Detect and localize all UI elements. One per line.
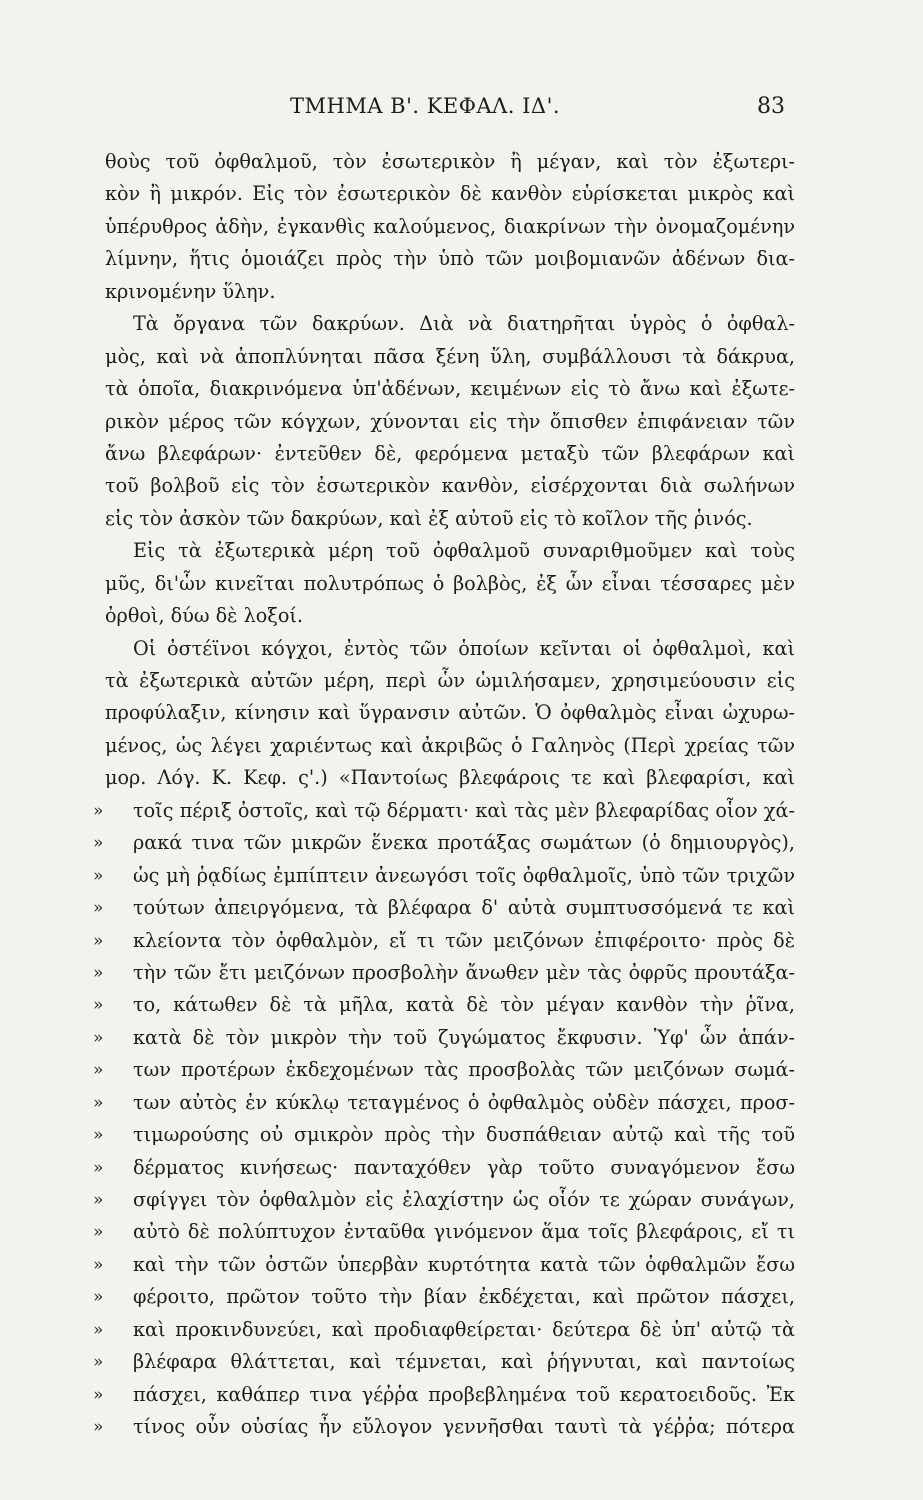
body-text [93, 146, 795, 1444]
quote-mark: » [93, 930, 104, 951]
text-line: κρινομένην ὕλην. [105, 279, 276, 303]
text-line: λίμνην, ἥτις ὁμοιάζει πρὸς τὴν ὑπὸ τῶν μοιβομιανῶν ἀδένων δια- [105, 247, 795, 271]
text-line: κὸν ἢ μικρόν. Εἰς τὸν ἐσωτερικὸν δὲ κανθὸν εὑρίσκεται μικρὸς καὶ [105, 182, 795, 206]
quote-line: » αὐτὸ δὲ πολύπτυχον ἐνταῦθα γινόμενον ἅμα τοῖς βλεφάροις, εἴ τι [105, 1216, 795, 1248]
text-line: εἰς τὸν ἀσκὸν τῶν δακρύων, καὶ ἐξ αὐτοῦ εἰς τὸ κοῖλον τῆς ῥινός. [105, 506, 753, 530]
quote-line: » τοῖς πέριξ ὀστοῖς, καὶ τῷ δέρματι· καὶ τὰς μὲν βλεφαρίδας οἷον χά- [105, 795, 795, 827]
quote-mark: » [93, 1319, 104, 1340]
paragraph-start-line: Εἰς τὰ ἐξωτερικὰ μέρη τοῦ ὀφθαλμοῦ συναριθμοῦμεν καὶ τοὺς [133, 539, 795, 563]
quote-mark: » [93, 1254, 104, 1275]
text-line: μένος, ὡς λέγει χαριέντως καὶ ἀκριβῶς ὁ Γαληνὸς (Περὶ χρείας τῶν [105, 733, 795, 757]
quote-mark: » [93, 865, 104, 886]
quote-line: » των προτέρων ἐκδεχομένων τὰς προσβολὰς τῶν μειζόνων σωμά- [105, 1054, 795, 1086]
quote-mark: » [93, 1157, 104, 1178]
quote-line: » κλείοντα τὸν ὀφθαλμὸν, εἴ τι τῶν μειζόνων ἐπιφέροιτο· πρὸς δὲ [105, 925, 795, 957]
text-line: ἄνω βλεφάρων· ἐντεῦθεν δὲ, φερόμενα μεταξὺ τῶν βλεφάρων καὶ [105, 441, 795, 465]
quote-line: » το, κάτωθεν δὲ τὰ μῆλα, κατὰ δὲ τὸν μέγαν κανθὸν τὴν ῥῖνα, [105, 989, 795, 1021]
text-line: τὰ ὁποῖα, διακρινόμενα ὑπ'ἀδένων, κειμένων εἰς τὸ ἄνω καὶ ἐξωτε- [105, 377, 795, 401]
paragraph-start-line: Οἱ ὀστέϊνοι κόγχοι, ἐντὸς τῶν ὁποίων κεῖνται οἱ ὀφθαλμοὶ, καὶ [133, 636, 795, 660]
quote-mark: » [93, 962, 104, 983]
quote-mark: » [93, 1352, 104, 1373]
page-number: 83 [757, 94, 785, 119]
text-line: ρικὸν μέρος τῶν κόγχων, χύνονται εἰς τὴν ὄπισθεν ἐπιφάνειαν τῶν [105, 409, 795, 433]
quote-line: » δέρματος κινήσεως· πανταχόθεν γὰρ τοῦτο συναγόμενον ἔσω [105, 1152, 795, 1184]
quote-mark: » [93, 833, 104, 854]
quote-mark: » [93, 1125, 104, 1146]
quote-mark: » [93, 898, 104, 919]
quote-line: » φέροιτο, πρῶτον τοῦτο τὴν βίαν ἐκδέχεται, καὶ πρῶτον πάσχει, [105, 1281, 795, 1313]
quote-mark: » [93, 800, 104, 821]
quote-line: » καὶ προκινδυνεύει, καὶ προδιαφθείρεται· δεύτερα δὲ ὑπ' αὐτῷ τὰ [105, 1314, 795, 1346]
text-line: τοῦ βολβοῦ εἰς τὸν ἐσωτερικὸν κανθὸν, εἰσέρχονται διὰ σωλήνων [105, 474, 795, 498]
quote-line: » τὴν τῶν ἔτι μειζόνων προσβολὴν ἄνωθεν μὲν τὰς ὀφρῦς προυτάξα- [105, 957, 795, 989]
quote-mark: » [93, 1092, 104, 1113]
quote-line: » των αὐτὸς ἐν κύκλῳ τεταγμένος ὁ ὀφθαλμὸς οὐδὲν πάσχει, προσ- [105, 1087, 795, 1119]
quote-line: » βλέφαρα θλάττεται, καὶ τέμνεται, καὶ ῥήγνυται, καὶ παντοίως [105, 1346, 795, 1378]
quote-mark: » [93, 995, 104, 1016]
text-line: θοὺς τοῦ ὀφθαλμοῦ, τὸν ἐσωτερικὸν ἢ μέγαν, καὶ τὸν ἐξωτερι- [105, 150, 795, 173]
text-line: προφύλαξιν, κίνησιν καὶ ὕγρανσιν αὐτῶν. Ὁ ὀφθαλμὸς εἶναι ὠχυρω- [105, 701, 795, 725]
paragraph-start-line: Τὰ ὄργανα τῶν δακρύων. Διὰ νὰ διατηρῆται ὑγρὸς ὁ ὀφθαλ- [133, 312, 795, 336]
page-header [0, 94, 923, 130]
quote-mark: » [93, 1384, 104, 1405]
quote-mark: » [93, 1190, 104, 1210]
quote-line: » τούτων ἀπειργόμενα, τὰ βλέφαρα δ' αὐτὰ συμπτυσσόμενά τε καὶ [105, 892, 795, 924]
quote-mark: » [93, 1027, 104, 1048]
quote-line: » σφίγγει τὸν ὀφθαλμὸν εἰς ἐλαχίστην ὡς οἷόν τε χώραν συνάγων, [105, 1184, 795, 1216]
quote-mark: » [93, 1060, 104, 1081]
quote-line: » πάσχει, καθάπερ τινα γέῤῥα προβεβλημένα τοῦ κερατοειδοῦς. Ἐκ [105, 1379, 795, 1411]
quote-line: » τίνος οὖν οὐσίας ἦν εὔλογον γεννῆσθαι ταυτὶ τὰ γέῤῥα; πότερα [105, 1411, 795, 1443]
text-line: ὀρθοὶ, δύω δὲ λοξοί. [105, 604, 304, 628]
quote-line: » ρακά τινα τῶν μικρῶν ἕνεκα προτάξας σωμάτων (ὁ δημιουργὸς), [105, 827, 795, 859]
quote-mark: » [93, 1417, 104, 1438]
text-line: μῦς, δι'ὧν κινεῖται πολυτρόπως ὁ βολβὸς, ἐξ ὧν εἶναι τέσσαρες μὲν [105, 571, 795, 595]
text-line: μὸς, καὶ νὰ ἀποπλύνηται πᾶσα ξένη ὕλη, συμβάλλουσι τὰ δάκρυα, [105, 344, 795, 368]
quote-line: » τιμωρούσης οὐ σμικρὸν πρὸς τὴν δυσπάθειαν αὐτῷ καὶ τῆς τοῦ [105, 1119, 795, 1151]
running-title: ΤΜΗΜΑ Β'. ΚΕΦΑΛ. ΙΔ'. [290, 94, 561, 118]
text-line: μορ. Λόγ. Κ. Κεφ. ς'.) «Παντοίως βλεφάροις τε καὶ βλεφαρίσι, καὶ [105, 766, 795, 790]
quote-mark: » [93, 1287, 104, 1308]
text-line: ὑπέρυθρος ἀδὴν, ἐγκανθὶς καλούμενος, διακρίνων τὴν ὀνομαζομένην [105, 214, 795, 238]
quote-line: » ὡς μὴ ῥᾳδίως ἐμπίπτειν ἀνεωγόσι τοῖς ὀφθαλμοῖς, ὑπὸ τῶν τριχῶν [105, 860, 795, 892]
quote-mark: » [93, 1222, 104, 1243]
quote-line: » κατὰ δὲ τὸν μικρὸν τὴν τοῦ ζυγώματος ἔκφυσιν. Ὑφ' ὧν ἁπάν- [105, 1022, 795, 1054]
quote-line: » καὶ τὴν τῶν ὀστῶν ὑπερβὰν κυρτότητα κατὰ τῶν ὀφθαλμῶν ἔσω [105, 1249, 795, 1281]
text-line: τὰ ἐξωτερικὰ αὐτῶν μέρη, περὶ ὧν ὡμιλήσαμεν, χρησιμεύουσιν εἰς [105, 669, 795, 692]
